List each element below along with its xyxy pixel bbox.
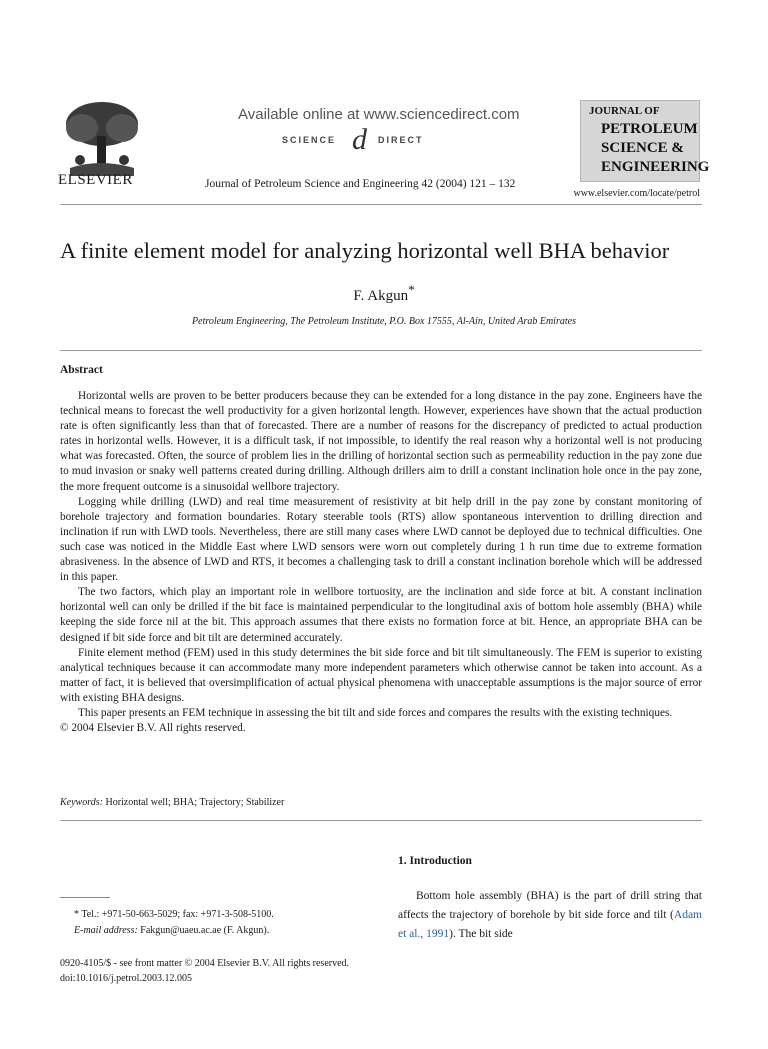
abstract-paragraph: Finite element method (FEM) used in this study determines the bit side force and bit tilt simultaneously. The FEM is superior to existing analytical techniques because it can accommodate many more independent parameters which otherwise cannot be taken into account. As a matter of fact, it is believed that oversimplification of actual physical phenomena with unacceptable assumptions is the major source of error with existing BHA designs. xyxy=(60,646,702,704)
available-online-text: Available online at www.sciencedirect.com xyxy=(238,106,520,123)
abstract-paragraph: The two factors, which play an important role in wellbore tortuosity, are the inclination and side force at bit. A constant inclination horizontal well can only be drilled if the bit face is maintained perpendicular to the longitudinal axis of bottom hole assembly (BHA) while keeping the side force nil at the bit. This approach assumes that there exists no formation force at bit. Hence, an appropriate BHA can be designed if bit side force and bit tilt are determined accurately. xyxy=(60,586,702,644)
journal-logo-line3: SCIENCE & xyxy=(601,140,684,156)
abstract-heading: Abstract xyxy=(60,364,103,376)
front-matter-issn: 0920-4105/$ - see front matter © 2004 Elsevier B.V. All rights reserved. xyxy=(60,958,350,969)
introduction-body xyxy=(398,887,702,944)
journal-logo-line2: PETROLEUM xyxy=(601,121,698,137)
abstract-paragraph: Logging while drilling (LWD) and real time measurement of resistivity at bit help drill in the pay zone by constant monitoring of borehole trajectory and formation boundaries. Rotary steerable tools (RTS) allow spontaneous intervention to drilling direction and inclination if run with LWD tools. Nevertheless, there are still many cases where LWD cannot be deployed due to technical difficulties. One such case was noticed in the Middle East where LWD sensors were worn out completely during 1 h run time due to extreme formation abrasiveness. In the absence of LWD and RTS, it becomes a challenging task to drill a constant inclination borehole which will be addressed in this paper. xyxy=(60,495,702,584)
keywords xyxy=(60,797,284,808)
author-line xyxy=(0,282,768,305)
journal-citation: Journal of Petroleum Science and Engineering 42 (2004) 121 – 132 xyxy=(205,178,516,190)
front-matter-doi[interactable]: doi:10.1016/j.petrol.2003.12.005 xyxy=(60,973,192,984)
footnote-divider xyxy=(60,897,110,898)
introduction-paragraph xyxy=(398,887,702,944)
footnote-email xyxy=(74,925,269,936)
sciencedirect-logo xyxy=(282,123,472,157)
abstract-paragraph: This paper presents an FEM technique in assessing the bit tilt and side forces and compares the results with the existing techniques. xyxy=(78,706,673,719)
journal-url[interactable]: www.elsevier.com/locate/petrol xyxy=(573,188,700,199)
abstract-paragraph: Horizontal wells are proven to be better producers because they can be extended for a long distance in the pay zone. Engineers have the technical means to forecast the well productivity for a given horizontal length. However, experiences have shown that the actual production rate is often significantly less than that of forecasted. There are a number of reasons for the discrepancy of predicted to actual production rates in horizontal wells. However, it is a difficult task, if not impossible, to identify the real reason why a horizontal well is not producing what was forecasted. Often, the source of problem lies in the drilling of horizontal section such as permeability reduction in the pay zone due to mud invasion or snaky well patterns created during drilling. Although drillers aim to drill a constant inclination hole once in the pay zone, the more frequent outcome is a sinusoidal wellbore trajectory. xyxy=(60,390,702,493)
abstract-divider xyxy=(60,820,702,821)
keywords-text: Horizontal well; BHA; Trajectory; Stabilizer xyxy=(105,797,285,808)
publisher-name: ELSEVIER xyxy=(58,172,133,188)
article-title: A finite element model for analyzing horizontal well BHA behavior xyxy=(60,238,670,263)
journal-logo-line4: ENGINEERING xyxy=(601,159,710,175)
author-name: F. Akgun xyxy=(353,288,409,304)
email-address[interactable]: Fakgun@uaeu.ac.ae (F. Akgun). xyxy=(140,925,270,936)
abstract-body xyxy=(60,389,702,736)
footnote-contact: * Tel.: +971-50-663-5029; fax: +971-3-508-5100. xyxy=(74,909,274,920)
elsevier-tree-logo xyxy=(60,98,142,176)
journal-logo xyxy=(580,100,710,182)
abstract-copyright: © 2004 Elsevier B.V. All rights reserved. xyxy=(60,722,246,735)
title-divider xyxy=(60,350,702,351)
citation-link[interactable]: Adam et al., 1991 xyxy=(398,909,702,940)
author-affiliation: Petroleum Engineering, The Petroleum Institute, P.O. Box 17555, Al-Ain, United Arab Emirates xyxy=(192,316,576,327)
email-label: E-mail address: xyxy=(74,925,138,936)
sciencedirect-left: SCIENCE xyxy=(282,135,337,145)
keywords-label: Keywords: xyxy=(60,797,103,808)
intro-text-before: Bottom hole assembly (BHA) is the part of drill string that affects the trajectory of borehole by bit side force and tilt ( xyxy=(398,890,702,921)
author-footnote-mark[interactable]: * xyxy=(408,282,415,297)
intro-text-after: ). The bit side xyxy=(449,928,513,940)
header-divider xyxy=(60,204,702,205)
sciencedirect-right: DIRECT xyxy=(378,135,424,145)
introduction-heading: 1. Introduction xyxy=(398,855,472,867)
journal-logo-line1: JOURNAL OF xyxy=(589,105,660,117)
sciencedirect-d-icon: d xyxy=(352,123,367,156)
